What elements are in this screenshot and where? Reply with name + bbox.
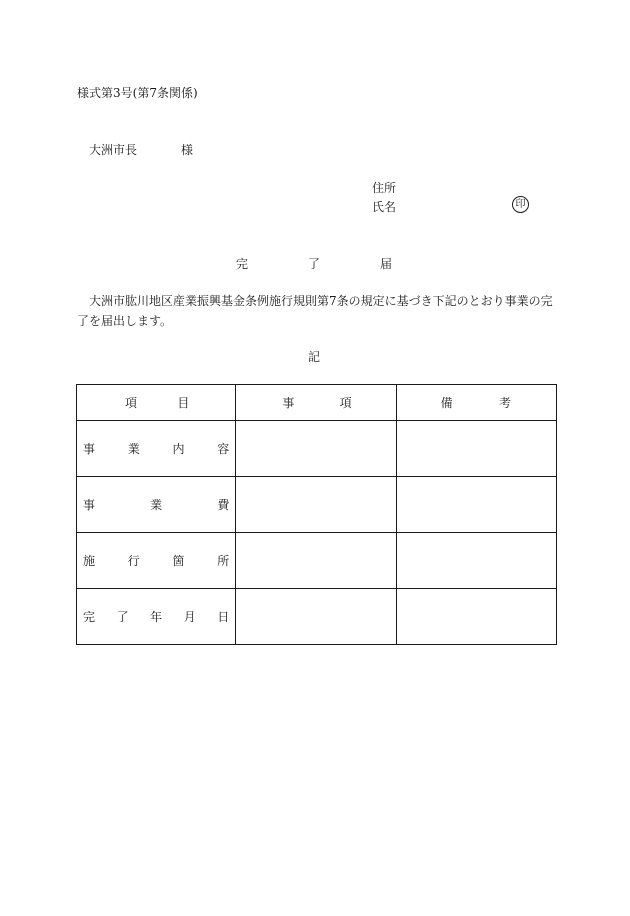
- table-row: [77, 589, 557, 645]
- table-row: [77, 421, 557, 477]
- row-label-char: 容: [217, 442, 230, 456]
- row-label: [77, 477, 236, 533]
- row-label: [77, 421, 236, 477]
- row-label-char: 了: [116, 610, 129, 624]
- row-label-char: 業: [127, 442, 140, 456]
- row-label-char: 箇: [172, 554, 185, 568]
- title-char: 届: [379, 257, 392, 271]
- row-label-char: 事: [83, 498, 96, 512]
- table-row: [77, 477, 557, 533]
- table-header-row: [77, 385, 557, 421]
- remarks-cell[interactable]: [396, 533, 556, 589]
- header-char: 目: [177, 396, 190, 410]
- header-cell-item: [77, 385, 236, 421]
- matter-cell[interactable]: [236, 533, 396, 589]
- header-char: 事: [282, 396, 295, 410]
- matter-cell[interactable]: [236, 421, 396, 477]
- address-label: 住所: [372, 181, 397, 195]
- name-label: 氏名: [372, 200, 397, 214]
- row-label-char: 月: [183, 610, 196, 624]
- row-label-char: 行: [127, 554, 140, 568]
- seal-mark: 印: [512, 196, 529, 213]
- row-label-char: 所: [217, 554, 230, 568]
- title-char: 了: [307, 257, 320, 271]
- remarks-cell[interactable]: [396, 421, 556, 477]
- header-char: 項: [339, 396, 352, 410]
- header-cell-remarks: [396, 385, 556, 421]
- row-label-char: 年: [150, 610, 163, 624]
- row-label-char: 施: [83, 554, 96, 568]
- table-row: [77, 533, 557, 589]
- matter-cell[interactable]: [236, 589, 396, 645]
- row-label: [77, 533, 236, 589]
- header-char: 考: [498, 396, 511, 410]
- row-label: [77, 589, 236, 645]
- title-char: 完: [236, 257, 249, 271]
- remarks-cell[interactable]: [396, 477, 556, 533]
- row-label-char: 業: [150, 498, 163, 512]
- row-label-char: 事: [83, 442, 96, 456]
- matter-cell[interactable]: [236, 477, 396, 533]
- remarks-cell[interactable]: [396, 589, 556, 645]
- items-table: [76, 384, 557, 645]
- row-label-char: 内: [172, 442, 185, 456]
- addressee-honorific: 様: [181, 143, 194, 157]
- form-number: 様式第3号(第7条関係): [77, 86, 198, 100]
- addressee-name: 大洲市長: [89, 143, 138, 157]
- row-label-char: 完: [83, 610, 96, 624]
- header-cell-matter: [236, 385, 396, 421]
- body-text: 大洲市肱川地区産業振興基金条例施行規則第7条の規定に基づき下記のとおり事業の完了を届出します。: [77, 294, 553, 328]
- header-char: 項: [125, 396, 138, 410]
- addressee: [89, 141, 193, 158]
- row-label-char: 日: [217, 610, 230, 624]
- document-title: [236, 255, 392, 272]
- header-char: 備: [440, 396, 453, 410]
- row-label-char: 費: [217, 498, 230, 512]
- ki-heading: 記: [308, 350, 321, 364]
